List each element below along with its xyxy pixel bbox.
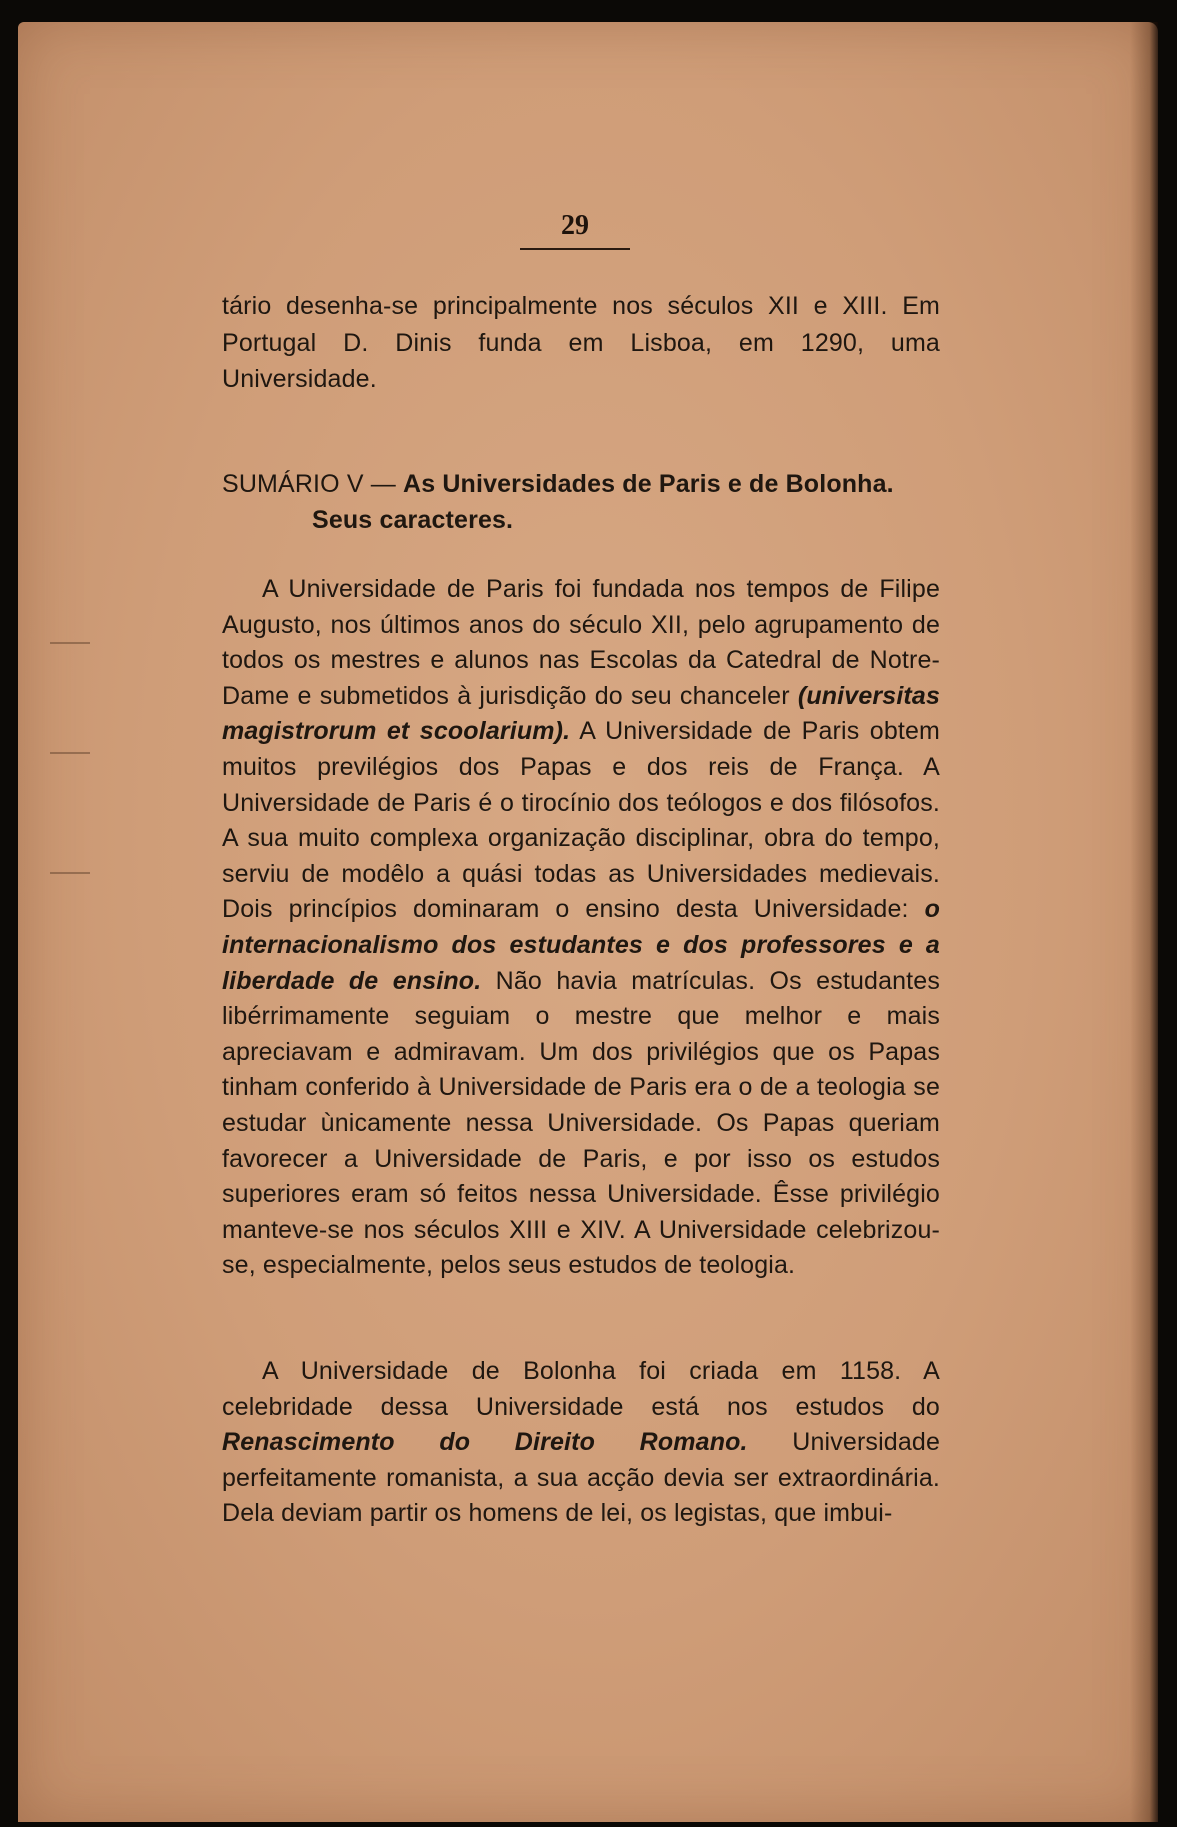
- paris-text-1: A Universidade de Paris foi fundada nos tempos de Filipe Augusto, nos últimos anos do século XII, pelo agrupamento de todos os mestres e alunos nas Escolas da Catedral de Notre-Dame e submetidos à jurisdição do seu chanceler: [222, 575, 940, 710]
- page-edge-shadow: [1130, 22, 1158, 1822]
- latin-term: (universitas magistrorum et scoolarium).: [222, 681, 940, 746]
- paris-text-3: Não havia matrículas. Os estudantes libérrimamente seguiam o mestre que melhor e mais apreciavam e admiravam. Um dos privilégios que os Papas tinham conferido à Universidade de Paris era o de a teologia se estudar ùnicamente nessa Universidade. Os Papas queriam favorecer a Universidade de Paris, e por isso os estudos superiores eram só feitos nessa Universidade. Êsse privilégio manteve-se nos séculos XIII e XIV. A Universidade celebrizou-se, especialmente, pelos seus estudos de teologia.: [222, 966, 940, 1280]
- summary-heading: [222, 466, 940, 538]
- summary-title-line1: As Universidades de Paris e de Bolonha.: [403, 470, 894, 498]
- page-number: 29: [561, 210, 589, 241]
- page-number-rule: [520, 248, 630, 250]
- opening-paragraph: tário desenha-se principalmente nos séculos XII e XIII. Em Portugal D. Dinis funda em Lisboa, em 1290, uma Universidade.: [222, 292, 940, 393]
- paris-text-2: A Universidade de Paris obtem muitos previlégios dos Papas e dos reis de França. A Universidade de Paris é o tirocínio dos teólogos e dos filósofos. A sua muito complexa organização disciplinar, obra do tempo, serviu de modêlo a quási todas as Universidades medievais. Dois princípios dominaram o ensino desta Universidade:: [222, 717, 940, 924]
- binding-marks: [40, 642, 100, 902]
- summary-title-line2: Seus caracteres.: [312, 506, 514, 534]
- bolonha-text-1: A Universidade de Bolonha foi criada em 1158. A celebridade dessa Universidade está nos estudos do: [222, 1357, 940, 1421]
- renascimento-phrase: Renascimento do Direito Romano.: [222, 1428, 748, 1457]
- paragraph-bolonha: [222, 1354, 940, 1532]
- paragraph-paris: [222, 572, 940, 1284]
- summary-label: SUMÁRIO V —: [222, 470, 403, 498]
- bolonha-text-2: Universidade perfeitamente romanista, a sua acção devia ser extraordinária. Dela deviam partir os homens de lei, os legistas, que imbui-: [222, 1428, 940, 1528]
- principles-phrase: o internacionalismo dos estudantes e dos professores e a liberdade de ensino.: [222, 895, 940, 995]
